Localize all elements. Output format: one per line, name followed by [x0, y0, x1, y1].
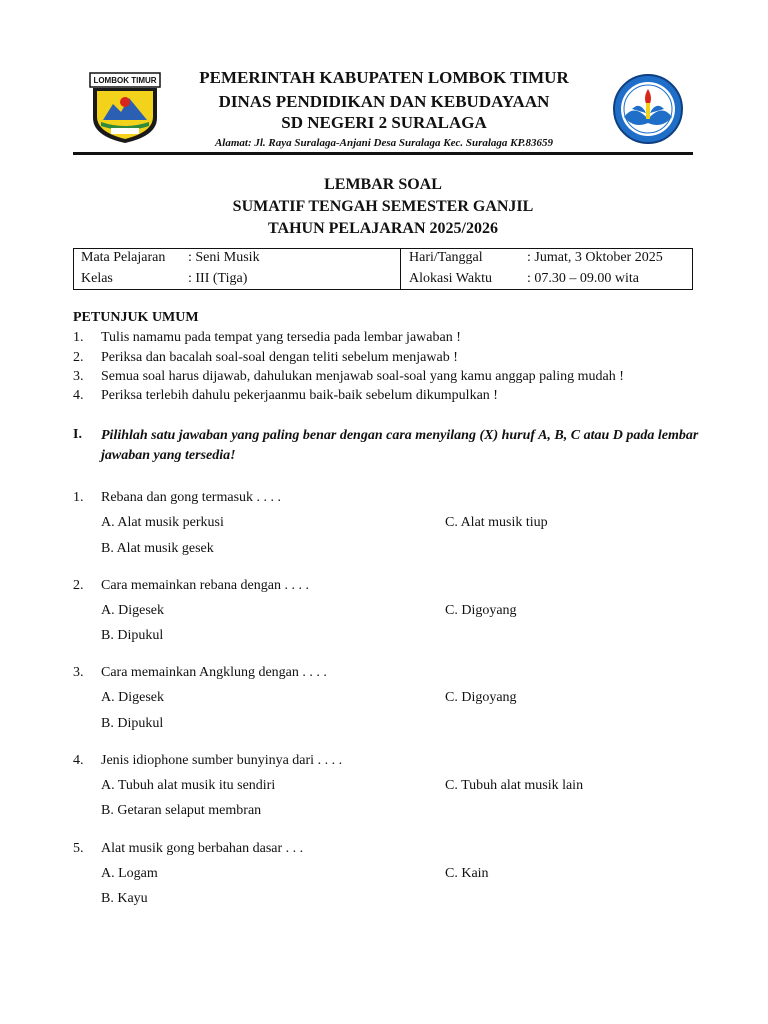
instructions-title: PETUNJUK UMUM — [73, 310, 199, 325]
part-label: I. — [73, 427, 82, 442]
option-b: B. Getaran selaput membran — [101, 803, 262, 818]
option-c: C. Digoyang — [445, 603, 517, 618]
question-text: Jenis idiophone sumber bunyinya dari . . . . — [101, 753, 343, 768]
header-divider — [73, 152, 693, 155]
instruction-text: Periksa dan bacalah soal-soal dengan teliti sebelum menjawab ! — [101, 350, 458, 365]
instruction-text: Semua soal harus dijawab, dahulukan menjawab soal-soal yang kamu anggap paling mudah ! — [101, 369, 624, 384]
regency-crest-icon — [89, 72, 161, 144]
option-b: B. Dipukul — [101, 716, 164, 731]
instruction-number: 1. — [73, 330, 84, 345]
instruction-number: 3. — [73, 369, 84, 384]
option-a: A. Digesek — [101, 690, 164, 705]
date-value: : Jumat, 3 Oktober 2025 — [527, 250, 663, 265]
question-number: 1. — [73, 490, 84, 505]
exam-name: SUMATIF TENGAH SEMESTER GANJIL — [232, 198, 534, 215]
time-value: : 07.30 – 09.00 wita — [527, 271, 639, 286]
option-c: C. Digoyang — [445, 690, 517, 705]
question-text: Cara memainkan rebana dengan . . . . — [101, 578, 309, 593]
question-text: Rebana dan gong termasuk . . . . — [101, 490, 282, 505]
tut-wuri-handayani-emblem-icon — [608, 73, 688, 145]
header-line-3: SD NEGERI 2 SURALAGA — [281, 113, 487, 132]
option-a: A. Digesek — [101, 603, 164, 618]
question-number: 5. — [73, 841, 84, 856]
header-line-2: DINAS PENDIDIKAN DAN KEBUDAYAAN — [218, 92, 550, 111]
school-address: Alamat: Jl. Raya Suralaga-Anjani Desa Suralaga Kec. Suralaga KP.83659 — [214, 137, 554, 149]
option-c: C. Tubuh alat musik lain — [445, 778, 584, 793]
option-c: C. Kain — [445, 866, 489, 881]
class-value: : III (Tiga) — [188, 271, 248, 286]
question-number: 2. — [73, 578, 84, 593]
time-label: Alokasi Waktu — [409, 271, 492, 286]
option-b: B. Kayu — [101, 891, 148, 906]
instruction-number: 2. — [73, 350, 84, 365]
instruction-text: Tulis namamu pada tempat yang tersedia pada lembar jawaban ! — [101, 330, 461, 345]
option-b: B. Alat musik gesek — [101, 541, 214, 556]
instruction-text: Periksa terlebih dahulu pekerjaanmu baik-baik sebelum dikumpulkan ! — [101, 388, 498, 403]
date-label: Hari/Tanggal — [409, 250, 483, 265]
document-title: LEMBAR SOAL — [324, 176, 442, 193]
class-label: Kelas — [81, 271, 113, 286]
option-a: A. Logam — [101, 866, 158, 881]
subject-label: Mata Pelajaran — [81, 250, 166, 265]
option-b: B. Dipukul — [101, 628, 164, 643]
option-c: C. Alat musik tiup — [445, 515, 548, 530]
academic-year: TAHUN PELAJARAN 2025/2026 — [268, 220, 498, 237]
question-text: Cara memainkan Angklung dengan . . . . — [101, 665, 327, 680]
question-number: 4. — [73, 753, 84, 768]
part-instruction: Pilihlah satu jawaban yang paling benar dengan cara menyilang (X) huruf A, B, C atau D pada lembar jawaban yang tersedia! — [101, 428, 699, 463]
question-text: Alat musik gong berbahan dasar . . . — [101, 841, 304, 856]
option-a: A. Alat musik perkusi — [101, 515, 224, 530]
header-line-1: PEMERINTAH KABUPATEN LOMBOK TIMUR — [199, 68, 569, 87]
subject-value: : Seni Musik — [188, 250, 260, 265]
option-a: A. Tubuh alat musik itu sendiri — [101, 778, 276, 793]
left-logo-text: LOMBOK TIMUR — [93, 76, 157, 85]
instruction-number: 4. — [73, 388, 84, 403]
question-number: 3. — [73, 665, 84, 680]
info-table-divider — [400, 248, 401, 290]
